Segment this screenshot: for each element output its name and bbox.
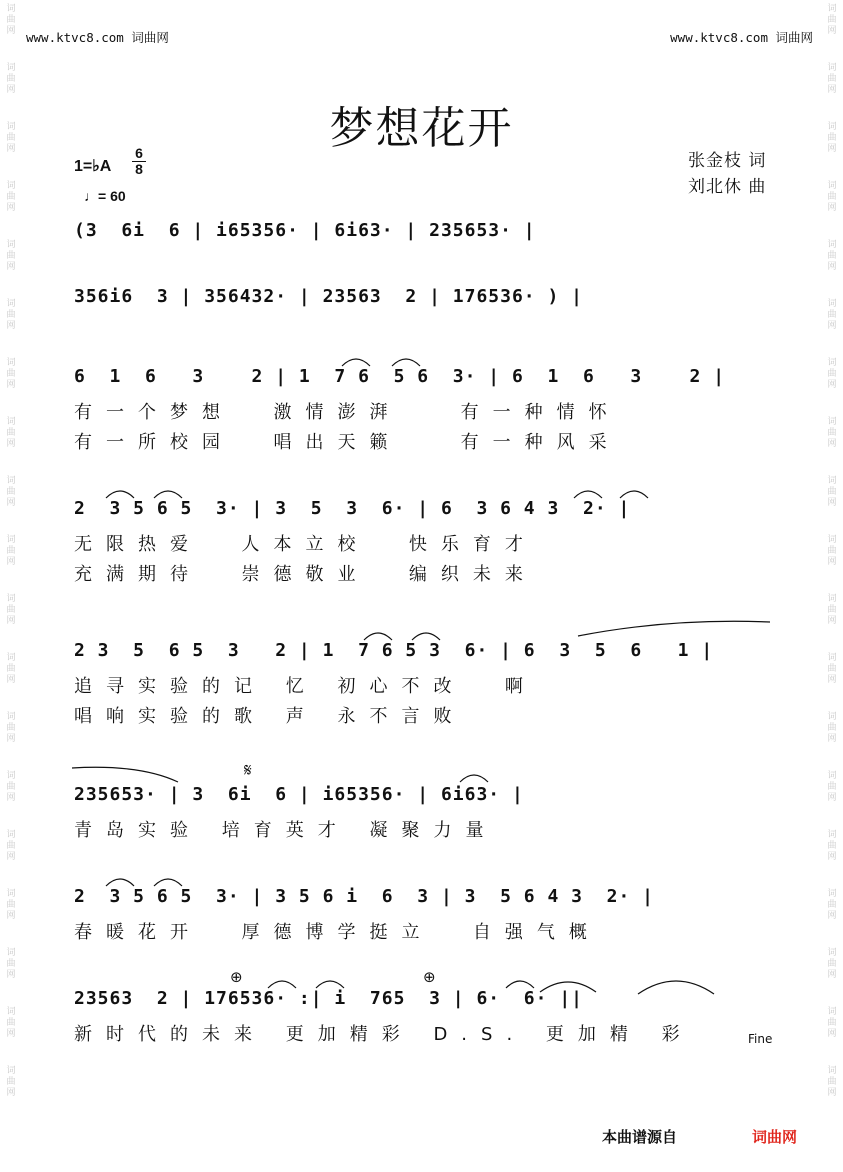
- lyrics-row-4-verse-2: 充满期待 崇德敬业 编织未来: [74, 564, 537, 585]
- notation-row-5: 2 3 5 6 5 3 2 | 1 7 6 5 3 6· | 6 3 5 6 1 |: [74, 640, 714, 661]
- watermark-tag: 词 曲 网: [6, 771, 16, 803]
- slur-row8-c: [506, 981, 534, 988]
- lyrics-row-3-verse-1: 有一个梦想 激情澎湃 有一种情怀: [74, 402, 621, 423]
- footer-brand-link[interactable]: 词曲网: [752, 1128, 798, 1146]
- watermark-tag: 词 曲 网: [6, 889, 16, 921]
- watermark-tag: 词 曲 网: [6, 1066, 16, 1098]
- watermark-tag: 词 曲 网: [827, 1066, 837, 1098]
- lyrics-row-7-verse-1: 春暖花开 厚德博学挺立 自强气概: [74, 922, 601, 943]
- slur-row8-b: [316, 981, 344, 988]
- watermark-tag: 词 曲 网: [827, 653, 837, 685]
- watermark-tag: 词 曲 网: [6, 535, 16, 567]
- watermark-tag: 词 曲 网: [6, 653, 16, 685]
- notation-row-3: 6 1 6 3 2 | 1 7 6 5 6 3· | 6 1 6 3 2 |: [74, 366, 726, 387]
- lyrics-row-5-verse-1: 追寻实验的记 忆 初心不改 啊: [74, 676, 537, 697]
- watermark-tag: 词 曲 网: [827, 122, 837, 154]
- composer-credit: 刘北休 曲: [688, 177, 767, 197]
- footer-source-label: 本曲谱源自: [602, 1128, 678, 1146]
- watermark-tag: 词 曲 网: [827, 712, 837, 744]
- watermark-tag: 词 曲 网: [827, 358, 837, 390]
- lyrics-row-4-verse-1: 无限热爱 人本立校 快乐育才: [74, 534, 537, 555]
- slur-row8-d: [540, 982, 596, 992]
- lyrics-row-3-verse-2: 有一所校园 唱出天籁 有一种风采: [74, 432, 621, 453]
- slur-row6-a: [460, 775, 488, 782]
- notation-row-8: 23563 2 | 176536· :| i 765 3 | 6· 6· ||: [74, 988, 583, 1009]
- notation-row-6: 235653· | 3 6i 6 | i65356· | 6i63· |: [74, 784, 524, 805]
- slur-row4-a: [106, 491, 134, 498]
- segno-sign: 𝄋: [244, 760, 252, 781]
- slur-row7-a: [106, 879, 134, 886]
- watermark-tag: 词 曲 网: [827, 181, 837, 213]
- lyricist-credit: 张金枝 词: [688, 151, 767, 171]
- lyrics-row-8-verse-1: 新时代的未来 更加精彩 D.S. 更加精 彩: [74, 1024, 694, 1045]
- notation-row-2: 356i6 3 | 356432· | 23563 2 | 176536· ) |: [74, 286, 583, 307]
- slur-row4-b: [154, 491, 182, 498]
- watermark-tag: 词 曲 网: [6, 358, 16, 390]
- header-left-site[interactable]: www.ktvc8.com 词曲网: [26, 30, 169, 45]
- slur-row5-b: [412, 633, 440, 640]
- lyrics-row-5-verse-2: 唱响实验的歌 声 永不言败: [74, 706, 466, 727]
- notation-row-1: (3 6i 6 | i65356· | 6i63· | 235653· |: [74, 220, 536, 241]
- notation-row-4: 2 3 5 6 5 3· | 3 5 3 6· | 6 3 6 4 3 2· |: [74, 498, 631, 519]
- watermark-tag: 词 曲 网: [6, 948, 16, 980]
- watermark-tag: 词 曲 网: [827, 299, 837, 331]
- slur-row4-d: [620, 491, 648, 498]
- watermark-tag: 词 曲 网: [6, 712, 16, 744]
- watermark-tag: 词 曲 网: [6, 181, 16, 213]
- slur-row6-tie: [72, 767, 178, 782]
- watermark-tag: 词 曲 网: [6, 417, 16, 449]
- time-denominator: 8: [132, 161, 146, 177]
- fine-mark: Fine: [748, 1032, 773, 1046]
- slur-row4-c: [574, 491, 602, 498]
- key-signature: 1=♭A: [74, 158, 112, 175]
- watermark-tag: 词 曲 网: [6, 4, 16, 36]
- watermark-tag: 词 曲 网: [827, 535, 837, 567]
- watermark-tag: 词 曲 网: [827, 948, 837, 980]
- watermark-tag: 词 曲 网: [6, 830, 16, 862]
- lyrics-row-6-verse-1: 青岛实验 培育英才 凝聚力量: [74, 820, 498, 841]
- slur-row5-tie: [578, 621, 770, 636]
- watermark-tag: 词 曲 网: [827, 889, 837, 921]
- watermark-tag: 词 曲 网: [827, 4, 837, 36]
- tempo-marking: ♩= 60: [84, 188, 126, 204]
- watermark-tag: 词 曲 网: [827, 1007, 837, 1039]
- watermark-tag: 词 曲 网: [6, 594, 16, 626]
- slur-row3-a: [342, 359, 370, 366]
- watermark-tag: 词 曲 网: [827, 417, 837, 449]
- watermark-tag: 词 曲 网: [6, 476, 16, 508]
- slur-row5-a: [364, 633, 392, 640]
- watermark-tag: 词 曲 网: [6, 122, 16, 154]
- watermark-tag: 词 曲 网: [827, 771, 837, 803]
- watermark-tag: 词 曲 网: [827, 830, 837, 862]
- watermark-tag: 词 曲 网: [827, 476, 837, 508]
- watermark-tag: 词 曲 网: [6, 1007, 16, 1039]
- notation-row-7: 2 3 5 6 5 3· | 3 5 6 i 6 3 | 3 5 6 4 3 2· |: [74, 886, 655, 907]
- slur-row8-e: [638, 981, 714, 994]
- coda-sign-2: ⊕: [423, 968, 436, 986]
- song-title: 梦想花开: [329, 103, 514, 154]
- watermark-tag: 词 曲 网: [827, 63, 837, 95]
- watermark-tag: 词 曲 网: [6, 63, 16, 95]
- coda-sign-1: ⊕: [230, 968, 243, 986]
- slur-row3-b: [392, 359, 420, 366]
- slur-row7-b: [154, 879, 182, 886]
- watermark-tag: 词 曲 网: [6, 240, 16, 272]
- watermark-tag: 词 曲 网: [6, 299, 16, 331]
- slur-row8-a: [268, 981, 296, 988]
- time-numerator: 6: [135, 145, 143, 161]
- watermark-tag: 词 曲 网: [827, 594, 837, 626]
- watermark-tag: 词 曲 网: [827, 240, 837, 272]
- header-right-site[interactable]: www.ktvc8.com 词曲网: [670, 30, 813, 45]
